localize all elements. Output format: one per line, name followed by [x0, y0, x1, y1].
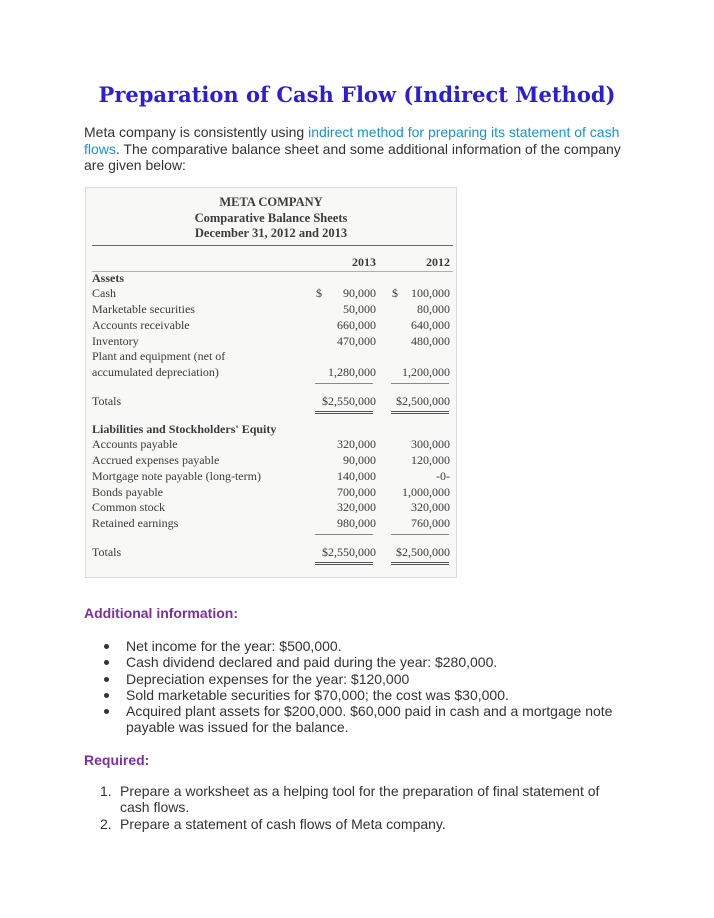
list-item-text: Prepare a worksheet as a helping tool for the preparation of final statement of cash flows.: [120, 783, 600, 816]
list-item: [126, 671, 636, 687]
asset-value-2013: 90,000: [343, 286, 376, 300]
asset-value-2012: 1,200,000: [402, 365, 450, 379]
intro-text-end: . The comparative balance sheet and some additional information of the company are given below:: [84, 140, 621, 173]
asset-value-2013: 660,000: [337, 318, 376, 332]
list-item: [126, 687, 636, 703]
list-item-text: Depreciation expenses for the year: $120,000: [126, 670, 410, 687]
page-title: Preparation of Cash Flow (Indirect Method): [98, 82, 616, 107]
assets-heading: Assets: [92, 271, 124, 285]
dollar-sign: $: [316, 286, 322, 300]
asset-label-continued: accumulated depreciation): [92, 365, 219, 379]
total-double-underline: [391, 411, 449, 414]
asset-value-2013: 470,000: [337, 334, 376, 348]
liability-value-2012: 320,000: [411, 500, 450, 514]
additional-info-heading: Additional information:: [84, 605, 238, 621]
liability-value-2013: 980,000: [337, 516, 376, 530]
liability-value-2012: 1,000,000: [402, 485, 450, 499]
liability-label: Retained earnings: [92, 516, 179, 530]
assets-total-label: Totals: [92, 394, 122, 408]
liability-value-2013: 140,000: [337, 469, 376, 483]
asset-value-2013: 50,000: [343, 302, 376, 316]
additional-info-list: [126, 638, 636, 736]
asset-value-2012: 100,000: [411, 286, 450, 300]
subtotal-underline: [315, 534, 373, 535]
asset-value-2012: 80,000: [417, 302, 450, 316]
bullet-icon: [104, 693, 109, 698]
required-heading: Required:: [84, 752, 150, 768]
asset-value-2012: 480,000: [411, 334, 450, 348]
header-rule: [92, 245, 453, 246]
list-item: [126, 638, 636, 654]
liability-label: Mortgage note payable (long-term): [92, 469, 261, 483]
list-item: [126, 703, 636, 736]
liability-label: Common stock: [92, 500, 166, 514]
list-number: 1.: [100, 783, 112, 799]
list-number: 2.: [100, 815, 112, 832]
list-item-text: Acquired plant assets for $200,000. $60,000 paid in cash and a mortgage note payable was issued for the balance.: [126, 703, 613, 736]
liabilities-total-2012: $2,500,000: [396, 545, 450, 559]
bullet-icon: [104, 644, 109, 649]
balance-sheet-image: [85, 187, 457, 578]
column-rule: [92, 271, 453, 272]
column-2013: 2013: [352, 255, 376, 269]
sheet-date: December 31, 2012 and 2013: [194, 226, 348, 240]
bullet-icon: [104, 709, 109, 714]
total-double-underline: [391, 562, 449, 565]
liabilities-total-label: Totals: [92, 545, 122, 559]
bullet-icon: [104, 660, 109, 665]
liabilities-total-2013: $2,550,000: [322, 545, 376, 559]
company-name: META COMPANY: [219, 195, 323, 209]
dollar-sign: $: [392, 286, 398, 300]
intro-text-start: Meta company is consistently using: [84, 124, 309, 140]
total-double-underline: [315, 411, 373, 414]
list-item-text: Net income for the year: $500,000.: [126, 638, 342, 654]
sheet-subtitle: Comparative Balance Sheets: [194, 210, 348, 225]
liability-value-2012: 120,000: [411, 453, 450, 467]
subtotal-underline: [315, 383, 373, 384]
liability-value-2013: 320,000: [337, 437, 376, 451]
asset-label: Inventory: [92, 334, 139, 348]
total-double-underline: [315, 562, 373, 565]
asset-label: Plant and equipment (net of: [92, 349, 226, 363]
asset-value-2013: 1,280,000: [328, 365, 376, 379]
balance-sheet-header: [86, 195, 456, 242]
liability-label: Accounts payable: [92, 437, 178, 451]
list-item: [126, 654, 636, 670]
list-item: [100, 816, 620, 832]
list-item-text: Cash dividend declared and paid during the year: $280,000.: [126, 654, 498, 671]
list-item-text: Prepare a statement of cash flows of Meta company.: [120, 815, 446, 832]
liability-label: Accrued expenses payable: [92, 453, 220, 467]
liabilities-heading: Liabilities and Stockholders' Equity: [92, 422, 277, 436]
liability-label: Bonds payable: [92, 485, 163, 499]
liability-value-2012: -0-: [436, 469, 450, 483]
indirect-method-link[interactable]: indirect method for preparing its statement of cash flows: [84, 124, 620, 157]
liability-value-2013: 320,000: [337, 500, 376, 514]
assets-total-2012: $2,500,000: [396, 394, 450, 408]
column-2012: 2012: [426, 255, 450, 269]
asset-label: Accounts receivable: [92, 318, 190, 332]
subtotal-underline: [391, 534, 449, 535]
liability-value-2013: 90,000: [343, 453, 376, 467]
asset-label: Cash: [92, 286, 116, 300]
assets-total-2013: $2,550,000: [322, 394, 376, 408]
bullet-icon: [104, 677, 109, 682]
required-list: [100, 783, 620, 832]
liability-value-2012: 300,000: [411, 437, 450, 451]
list-item: [100, 783, 620, 816]
list-item-text: Sold marketable securities for $70,000; the cost was $30,000.: [126, 686, 509, 703]
asset-label: Marketable securities: [92, 302, 195, 316]
subtotal-underline: [391, 383, 449, 384]
intro-paragraph: [84, 124, 632, 174]
liability-value-2012: 760,000: [411, 516, 450, 530]
liability-value-2013: 700,000: [337, 485, 376, 499]
asset-value-2012: 640,000: [411, 318, 450, 332]
